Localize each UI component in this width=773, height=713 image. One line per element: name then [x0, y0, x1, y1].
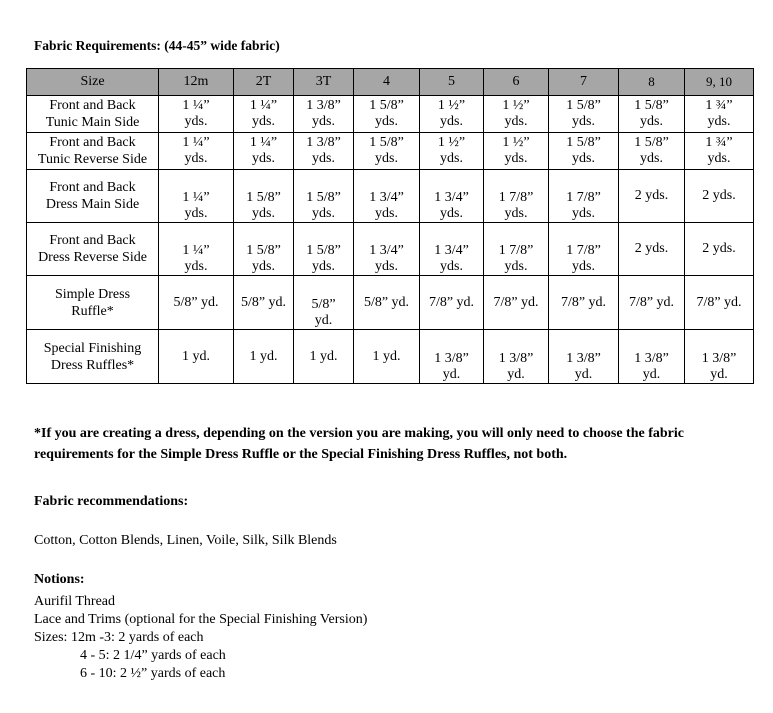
table-cell [549, 170, 619, 223]
table-cell [294, 276, 354, 330]
cell-value: 5/8” yd. [240, 294, 287, 310]
requirements-title: Fabric Requirements: (44-45” wide fabric) [34, 38, 280, 53]
column-header: 5 [420, 69, 484, 96]
cell-value: 1 ½” [502, 135, 530, 150]
column-header: 3T [294, 69, 354, 96]
cell-value: 1 3/8” [498, 351, 534, 366]
cell-value: 7/8” yd. [560, 294, 607, 310]
cell-value: 2 yds. [702, 188, 736, 203]
cell-value: 1 ¼” [182, 243, 210, 258]
notion-item: 6 - 10: 2 ½” yards of each [80, 666, 226, 681]
cell-value: 5/8” yd. [363, 294, 410, 310]
cell-value: 1 7/8” [566, 243, 601, 258]
table-row [27, 223, 754, 276]
table-cell [354, 96, 420, 133]
cell-value: 1 3/4” [369, 243, 404, 258]
cell-unit: yds. [312, 114, 335, 129]
cell-value: 1 5/8” [306, 190, 341, 205]
cell-unit: yds. [504, 206, 528, 221]
table-cell [685, 276, 754, 330]
table-cell [484, 330, 549, 384]
table-cell [619, 276, 685, 330]
column-header: Size [27, 69, 159, 96]
column-header: 8 [619, 69, 685, 96]
notion-item: 4 - 5: 2 1/4” yards of each [80, 648, 226, 663]
cell-unit: yds. [184, 259, 208, 274]
cell-unit: yd. [507, 367, 525, 382]
cell-value: 1 ½” [437, 135, 466, 150]
row-label [27, 170, 159, 223]
recommendations-text: Cotton, Cotton Blends, Linen, Voile, Silk, Silk Blends [34, 533, 337, 548]
row-label-line: Front and Back [49, 98, 136, 113]
cell-unit: yds. [504, 151, 528, 166]
table-cell [619, 170, 685, 223]
table-row [27, 133, 754, 170]
table-cell [484, 223, 549, 276]
notion-item: Lace and Trims (optional for the Special Finishing Version) [34, 612, 368, 627]
cell-value: 1 5/8” [634, 135, 669, 150]
cell-unit: yd. [314, 313, 333, 328]
notion-item: Aurifil Thread [34, 594, 115, 609]
table-cell [294, 133, 354, 170]
table-cell [294, 330, 354, 384]
cell-value: 7/8” yd. [628, 294, 675, 310]
table-cell [484, 133, 549, 170]
table-cell [159, 223, 234, 276]
cell-value: 1 ¼” [182, 98, 210, 113]
table-cell [159, 276, 234, 330]
cell-unit: yds. [707, 151, 731, 166]
cell-value: 1 5/8” [566, 98, 601, 113]
column-header: 7 [549, 69, 619, 96]
cell-unit: yds. [375, 151, 398, 166]
fabric-requirements-table [26, 68, 754, 384]
table-cell [159, 170, 234, 223]
cell-unit: yd. [710, 367, 728, 382]
table-cell [234, 96, 294, 133]
row-label-line: Special Finishing [43, 340, 142, 356]
row-label [27, 276, 159, 330]
cell-unit: yds. [252, 259, 275, 274]
column-header: 6 [484, 69, 549, 96]
cell-unit: yds. [440, 206, 463, 221]
cell-unit: yds. [252, 151, 275, 166]
cell-value: 1 ½” [502, 98, 530, 113]
cell-value: 7/8” yd. [493, 294, 539, 310]
cell-unit: yds. [640, 151, 663, 166]
cell-value: 1 ¼” [249, 135, 278, 150]
row-label-line: Front and Back [49, 233, 136, 248]
cell-unit: yds. [440, 114, 463, 129]
cell-value: 1 5/8” [369, 98, 404, 113]
table-cell [159, 133, 234, 170]
cell-value: 1 5/8” [369, 135, 404, 150]
row-label-line: Dress Ruffles* [50, 357, 135, 373]
row-label [27, 223, 159, 276]
table-cell [549, 133, 619, 170]
notion-item: Sizes: 12m -3: 2 yards of each [34, 630, 204, 645]
row-label-line: Front and Back [49, 180, 136, 195]
cell-unit: yds. [572, 206, 595, 221]
cell-unit: yds. [252, 206, 275, 221]
notions-heading: Notions: [34, 572, 85, 587]
cell-unit: yds. [572, 151, 595, 166]
cell-unit: yds. [504, 114, 528, 129]
cell-value: 1 5/8” [566, 135, 601, 150]
table-cell [619, 330, 685, 384]
column-header: 4 [354, 69, 420, 96]
table-cell [685, 223, 754, 276]
table-cell [234, 330, 294, 384]
table-cell [420, 133, 484, 170]
table-cell [234, 170, 294, 223]
cell-unit: yds. [375, 114, 398, 129]
cell-value: 2 yds. [702, 241, 736, 256]
cell-value: 1 3/4” [369, 190, 404, 205]
footnote: *If you are creating a dress, depending on the version you are making, you will only need to choose the fabric requirements for the Simple Dress Ruffle or the Special Finishing Dress Ruffles, not both. [34, 426, 684, 462]
cell-value: 1 3/4” [434, 243, 469, 258]
cell-unit: yds. [375, 259, 398, 274]
cell-unit: yds. [184, 151, 208, 166]
cell-value: 1 5/8” [306, 243, 341, 258]
row-label [27, 96, 159, 133]
cell-unit: yds. [252, 114, 275, 129]
cell-value: 1 3/8” [701, 351, 737, 366]
table-cell [420, 330, 484, 384]
cell-value: 1 5/8” [246, 190, 281, 205]
cell-unit: yds. [184, 206, 208, 221]
column-header: 12m [159, 69, 234, 96]
cell-unit: yds. [707, 114, 731, 129]
table-cell [420, 276, 484, 330]
table-cell [354, 330, 420, 384]
cell-value: 1 5/8” [246, 243, 281, 258]
cell-unit: yds. [504, 259, 528, 274]
cell-unit: yds. [440, 151, 463, 166]
table-cell [354, 170, 420, 223]
table-cell [234, 276, 294, 330]
table-cell [619, 133, 685, 170]
cell-value: 1 ¼” [249, 98, 278, 113]
table-row [27, 276, 754, 330]
table-cell [619, 96, 685, 133]
cell-value: 1 ¾” [705, 98, 733, 113]
table-header-row [27, 69, 754, 96]
cell-value: 1 yd. [182, 348, 210, 364]
cell-value: 2 yds. [634, 241, 669, 256]
cell-value: 1 yd. [249, 348, 278, 364]
cell-unit: yds. [375, 206, 398, 221]
table-cell [159, 96, 234, 133]
table-cell [549, 96, 619, 133]
column-header: 9, 10 [685, 69, 754, 96]
table-cell [685, 170, 754, 223]
cell-value: 1 3/8” [306, 135, 341, 150]
cell-value: 1 3/4” [434, 190, 469, 205]
cell-unit: yds. [440, 259, 463, 274]
cell-unit: yd. [574, 367, 593, 382]
cell-value: 1 yd. [372, 348, 401, 364]
table-cell [685, 133, 754, 170]
cell-value: 5/8” [311, 297, 336, 312]
table-cell [484, 276, 549, 330]
table-cell [294, 170, 354, 223]
table-cell [234, 133, 294, 170]
cell-value: 1 ¾” [705, 135, 733, 150]
table-cell [420, 170, 484, 223]
notions-list [34, 593, 367, 683]
cell-value: 1 7/8” [498, 243, 534, 258]
cell-unit: yds. [572, 259, 595, 274]
cell-value: 1 5/8” [634, 98, 669, 113]
table-cell [685, 330, 754, 384]
cell-unit: yds. [184, 114, 208, 129]
cell-value: 2 yds. [634, 188, 669, 203]
row-label-line: Tunic Main Side [45, 115, 140, 130]
table-row [27, 170, 754, 223]
table-cell [354, 223, 420, 276]
cell-unit: yds. [312, 151, 335, 166]
table-cell [484, 170, 549, 223]
cell-value: 7/8” yd. [696, 294, 742, 310]
table-cell [294, 96, 354, 133]
table-cell [420, 223, 484, 276]
cell-value: 1 3/8” [634, 351, 669, 366]
table-cell [294, 223, 354, 276]
row-label-line: Tunic Reverse Side [37, 152, 148, 167]
cell-value: 1 3/8” [566, 351, 601, 366]
cell-unit: yd. [442, 367, 461, 382]
table-cell [549, 223, 619, 276]
table-row [27, 330, 754, 384]
cell-value: 1 ¼” [182, 190, 210, 205]
cell-unit: yds. [312, 259, 335, 274]
table-cell [619, 223, 685, 276]
table-cell [549, 330, 619, 384]
recommendations-heading: Fabric recommendations: [34, 494, 189, 509]
cell-value: 5/8” yd. [173, 294, 219, 310]
cell-value: 1 ½” [437, 98, 466, 113]
table-cell [354, 276, 420, 330]
cell-value: 1 ¼” [182, 135, 210, 150]
cell-value: 1 7/8” [566, 190, 601, 205]
cell-unit: yd. [642, 367, 661, 382]
row-label-line: Dress Reverse Side [38, 250, 147, 265]
row-label [27, 330, 159, 384]
column-header: 2T [234, 69, 294, 96]
row-label-line: Ruffle* [71, 303, 114, 319]
table-cell [354, 133, 420, 170]
cell-value: 7/8” yd. [428, 294, 475, 310]
row-label-line: Simple Dress [54, 286, 131, 302]
cell-value: 1 3/8” [434, 351, 469, 366]
row-label-line: Dress Main Side [45, 197, 140, 212]
cell-value: 1 3/8” [306, 98, 341, 113]
cell-value: 1 7/8” [498, 190, 534, 205]
cell-unit: yds. [312, 206, 335, 221]
table-cell [234, 223, 294, 276]
cell-unit: yds. [640, 114, 663, 129]
cell-value: 1 yd. [309, 348, 338, 364]
table-row [27, 96, 754, 133]
table-cell [159, 330, 234, 384]
row-label [27, 133, 159, 170]
row-label-line: Front and Back [49, 135, 136, 150]
table-cell [685, 96, 754, 133]
table-cell [484, 96, 549, 133]
cell-unit: yds. [572, 114, 595, 129]
table-cell [420, 96, 484, 133]
table-cell [549, 276, 619, 330]
